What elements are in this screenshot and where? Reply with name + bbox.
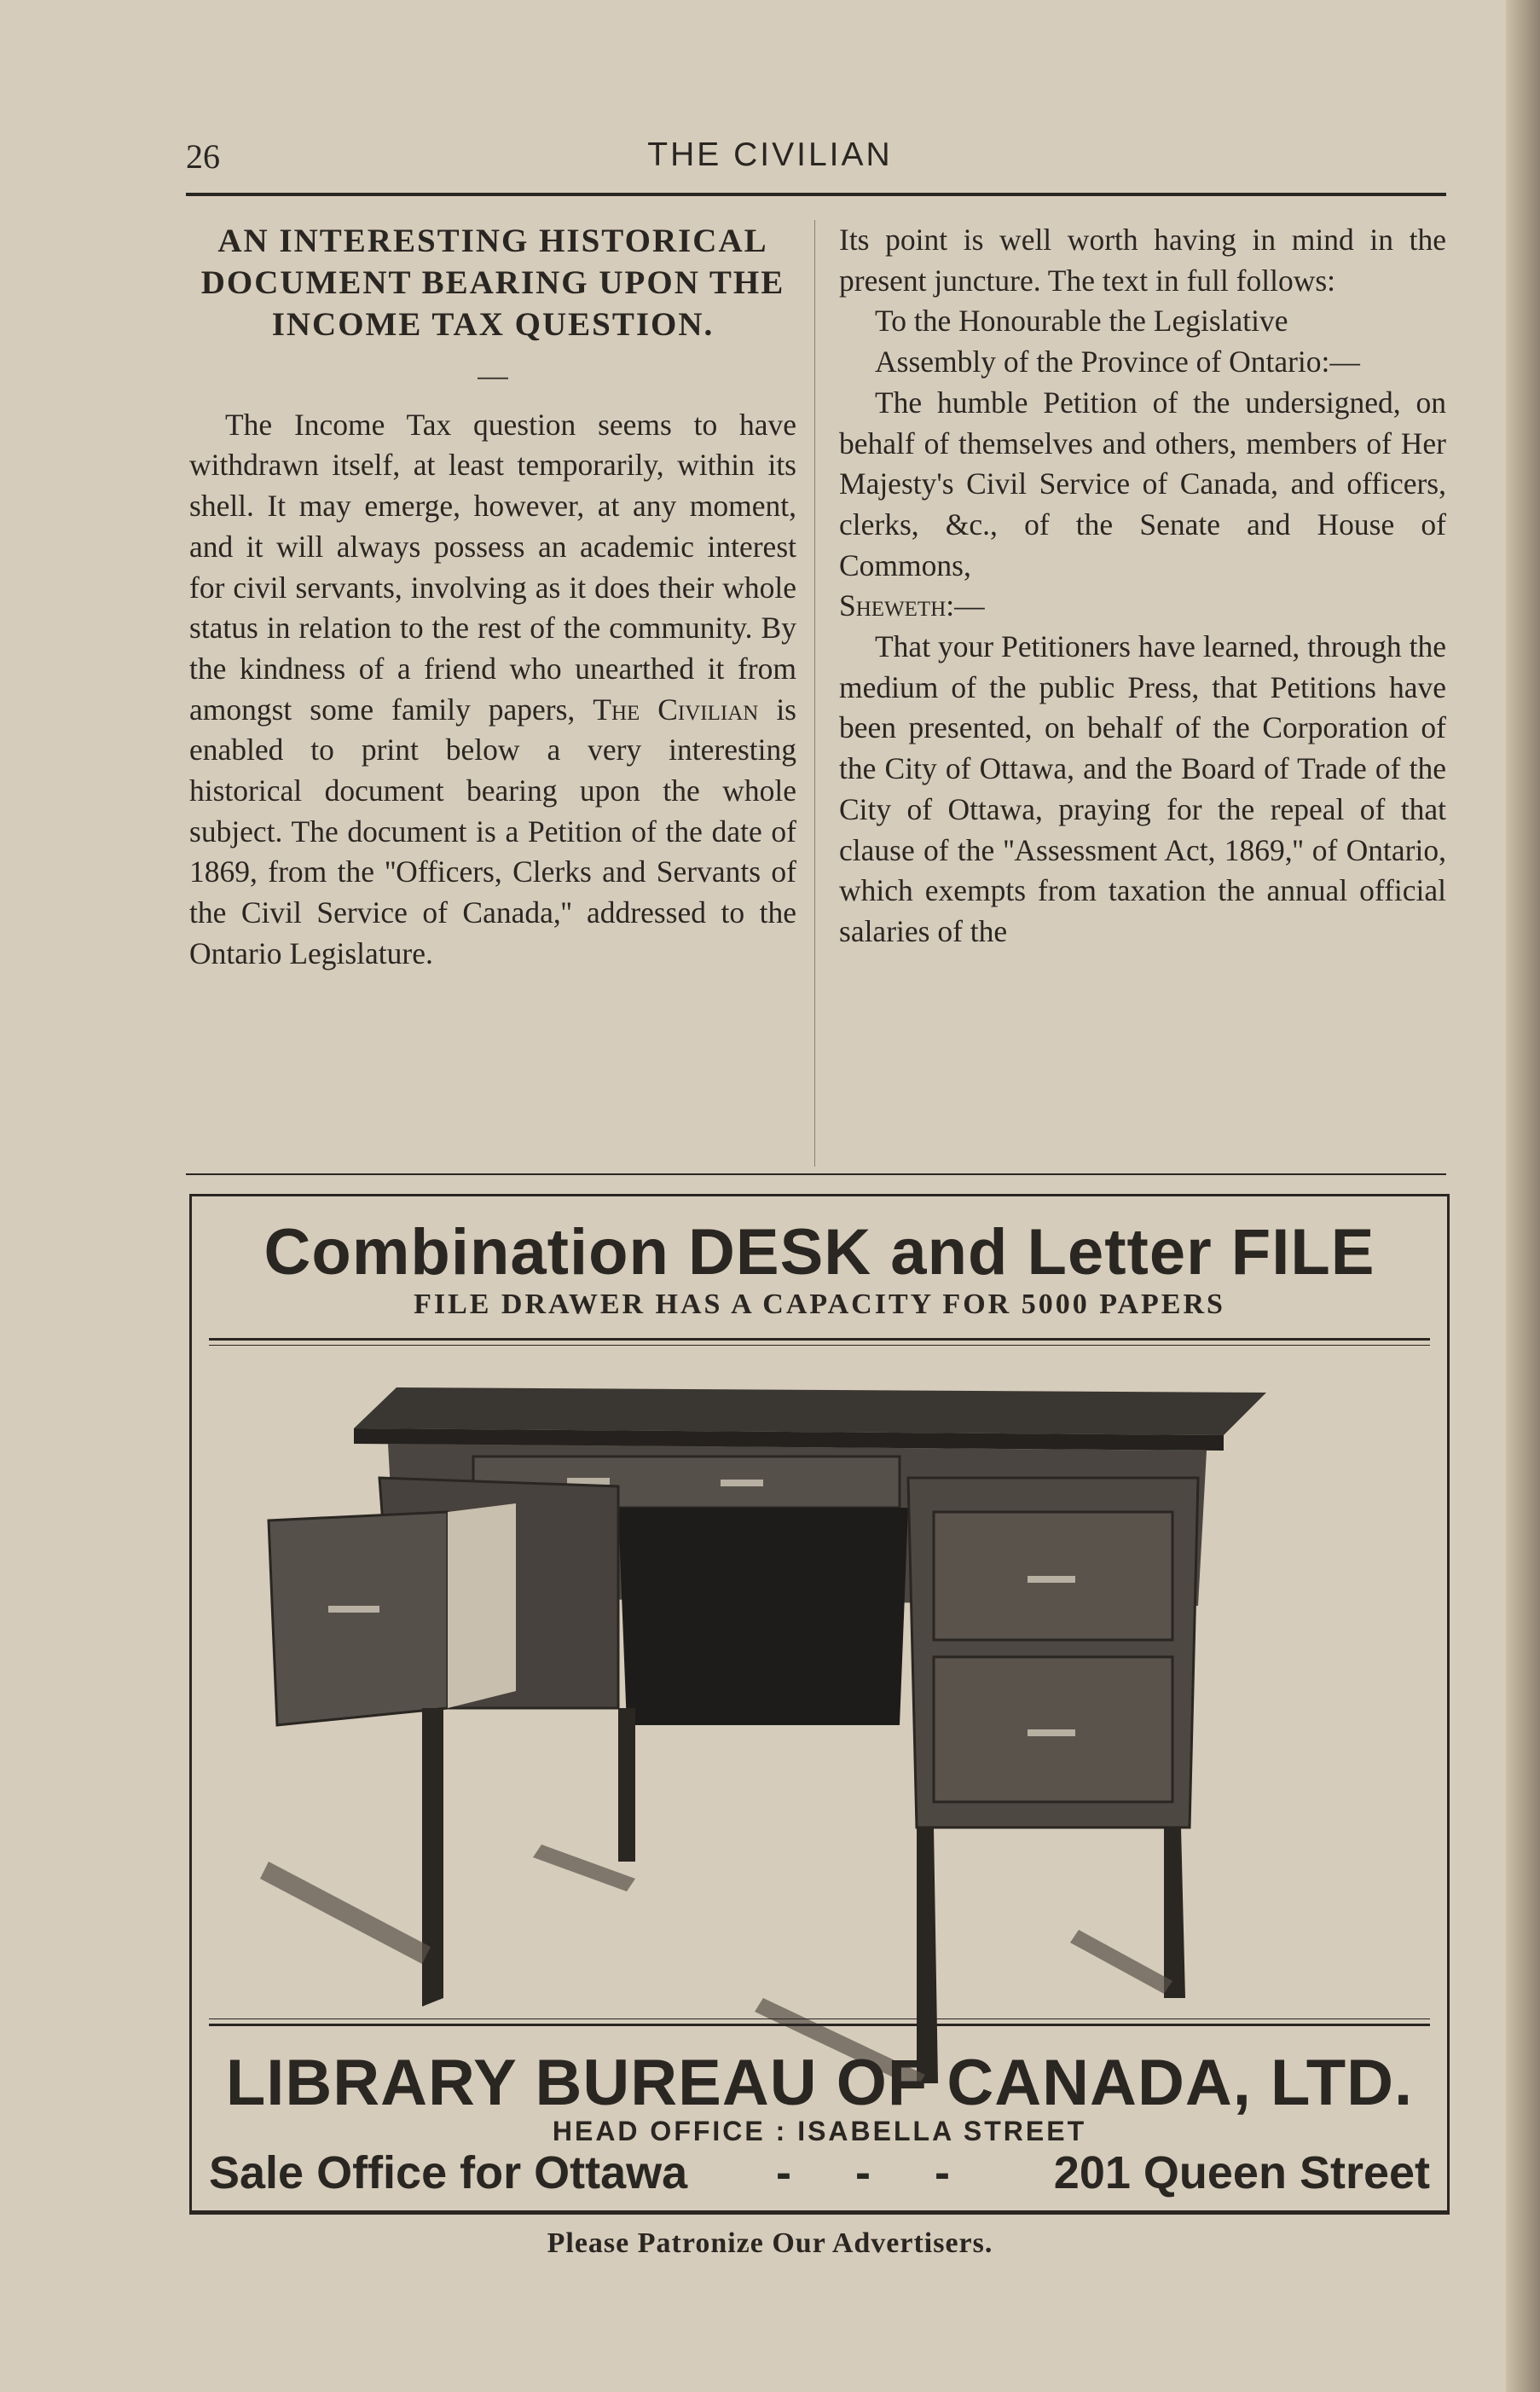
desk-top <box>354 1387 1266 1435</box>
desk-leg <box>618 1708 635 1862</box>
leg-shadow <box>260 1862 431 1964</box>
ad-head-office: HEAD OFFICE : ISABELLA STREET <box>552 2116 1087 2146</box>
header-rule <box>186 193 1446 196</box>
running-title: THE CIVILIAN <box>647 136 893 173</box>
sale-office-address: 201 Queen Street <box>1053 2147 1430 2198</box>
sale-office-label: Sale Office for Ottawa <box>209 2147 688 2198</box>
drawer-handle <box>1028 1729 1075 1736</box>
petition-paragraph-1: The humble Petition of the undersigned, on behalf of themselves and others, members of Her Majesty's Civil Service of Canada, and officers, clerks, &c., of the Senate and House of Commons, <box>839 385 1446 582</box>
sale-office-dashes: - - - <box>776 2147 976 2198</box>
petition-intro: Its point is well worth having in mind in the present juncture. The text in full follows: <box>839 223 1446 298</box>
publication-name: The Civilian <box>593 692 759 727</box>
page-number: 26 <box>186 137 220 176</box>
drawer-papers <box>448 1503 516 1708</box>
article-bottom-rule <box>186 1173 1446 1175</box>
footer-note: Please Patronize Our Advertisers. <box>547 2227 993 2259</box>
article-right-column <box>839 220 1446 953</box>
petition-sheweth: Sheweth:— <box>839 588 985 623</box>
desk-advertisement <box>189 1194 1450 2213</box>
ad-bottom-rule <box>189 2212 1450 2215</box>
drawer-handle <box>721 1480 763 1486</box>
article-headline: AN INTERESTING HISTORICAL DOCUMENT BEARING UPON THE INCOME TAX QUESTION. <box>200 223 785 343</box>
paragraph-text-end: is enabled to print below a very interesting historical document bearing upon the whole subject. The document is a Petition of the date of 1869, from the ''Officers, Clerks and Servants of the Civil Service of Canada,'' addressed to the Ontario Legislature. <box>189 692 796 970</box>
ad-rule-bottom <box>209 2018 1430 2019</box>
article-left-column <box>189 220 796 975</box>
open-file-drawer <box>269 1512 448 1725</box>
desk-leg <box>422 1708 443 2007</box>
desk-leg <box>917 1827 938 2083</box>
ad-rule-bottom-2 <box>209 2024 1430 2026</box>
drawer-handle <box>1028 1576 1075 1583</box>
leg-shadow <box>1070 1930 1172 1994</box>
paragraph-text-start: The Income Tax question seems to have withdrawn itself, at least temporarily, within its shell. It may emerge, however, at any moment, and it will always possess an academic interest for civil servants, involving as it does their whole status in relation to the rest of the community. By the kindness of a friend who unearthed it from amongst some family papers, <box>189 407 796 727</box>
desk-leg <box>1164 1827 1185 1998</box>
ad-company-name: LIBRARY BUREAU OF CANADA, LTD. <box>225 2047 1414 2119</box>
headline-separator: — <box>478 358 508 392</box>
petition-addressee: To the Honourable the Legislative <box>875 304 1288 339</box>
article-paragraph <box>189 405 796 975</box>
ad-subtitle: FILE DRAWER HAS A CAPACITY FOR 5000 PAPERS <box>414 1289 1225 1320</box>
ad-title: Combination DESK and Letter FILE <box>263 1216 1375 1289</box>
ad-rule-top-2 <box>209 1345 1430 1346</box>
petition-addressee-cont: Assembly of the Province of Ontario:— <box>875 345 1360 379</box>
ad-sale-office <box>209 2146 1430 2206</box>
ad-rule-top <box>209 1338 1430 1341</box>
petition-paragraph-2: That your Petitioners have learned, through the medium of the public Press, that Petitions have been presented, on behalf of the Corporation of the City of Ottawa, and the Board of Trade of the City of Ottawa, praying for the repeal of that clause of the ''Assessment Act, 1869,'' of Ontario, which exempts from taxation the annual official salaries of the <box>839 629 1446 948</box>
drawer-handle <box>328 1606 379 1613</box>
column-divider <box>814 220 815 1167</box>
desk-illustration <box>260 1350 1386 2100</box>
desk-knee-space <box>618 1508 908 1725</box>
page-spine-shadow <box>1506 0 1540 2392</box>
